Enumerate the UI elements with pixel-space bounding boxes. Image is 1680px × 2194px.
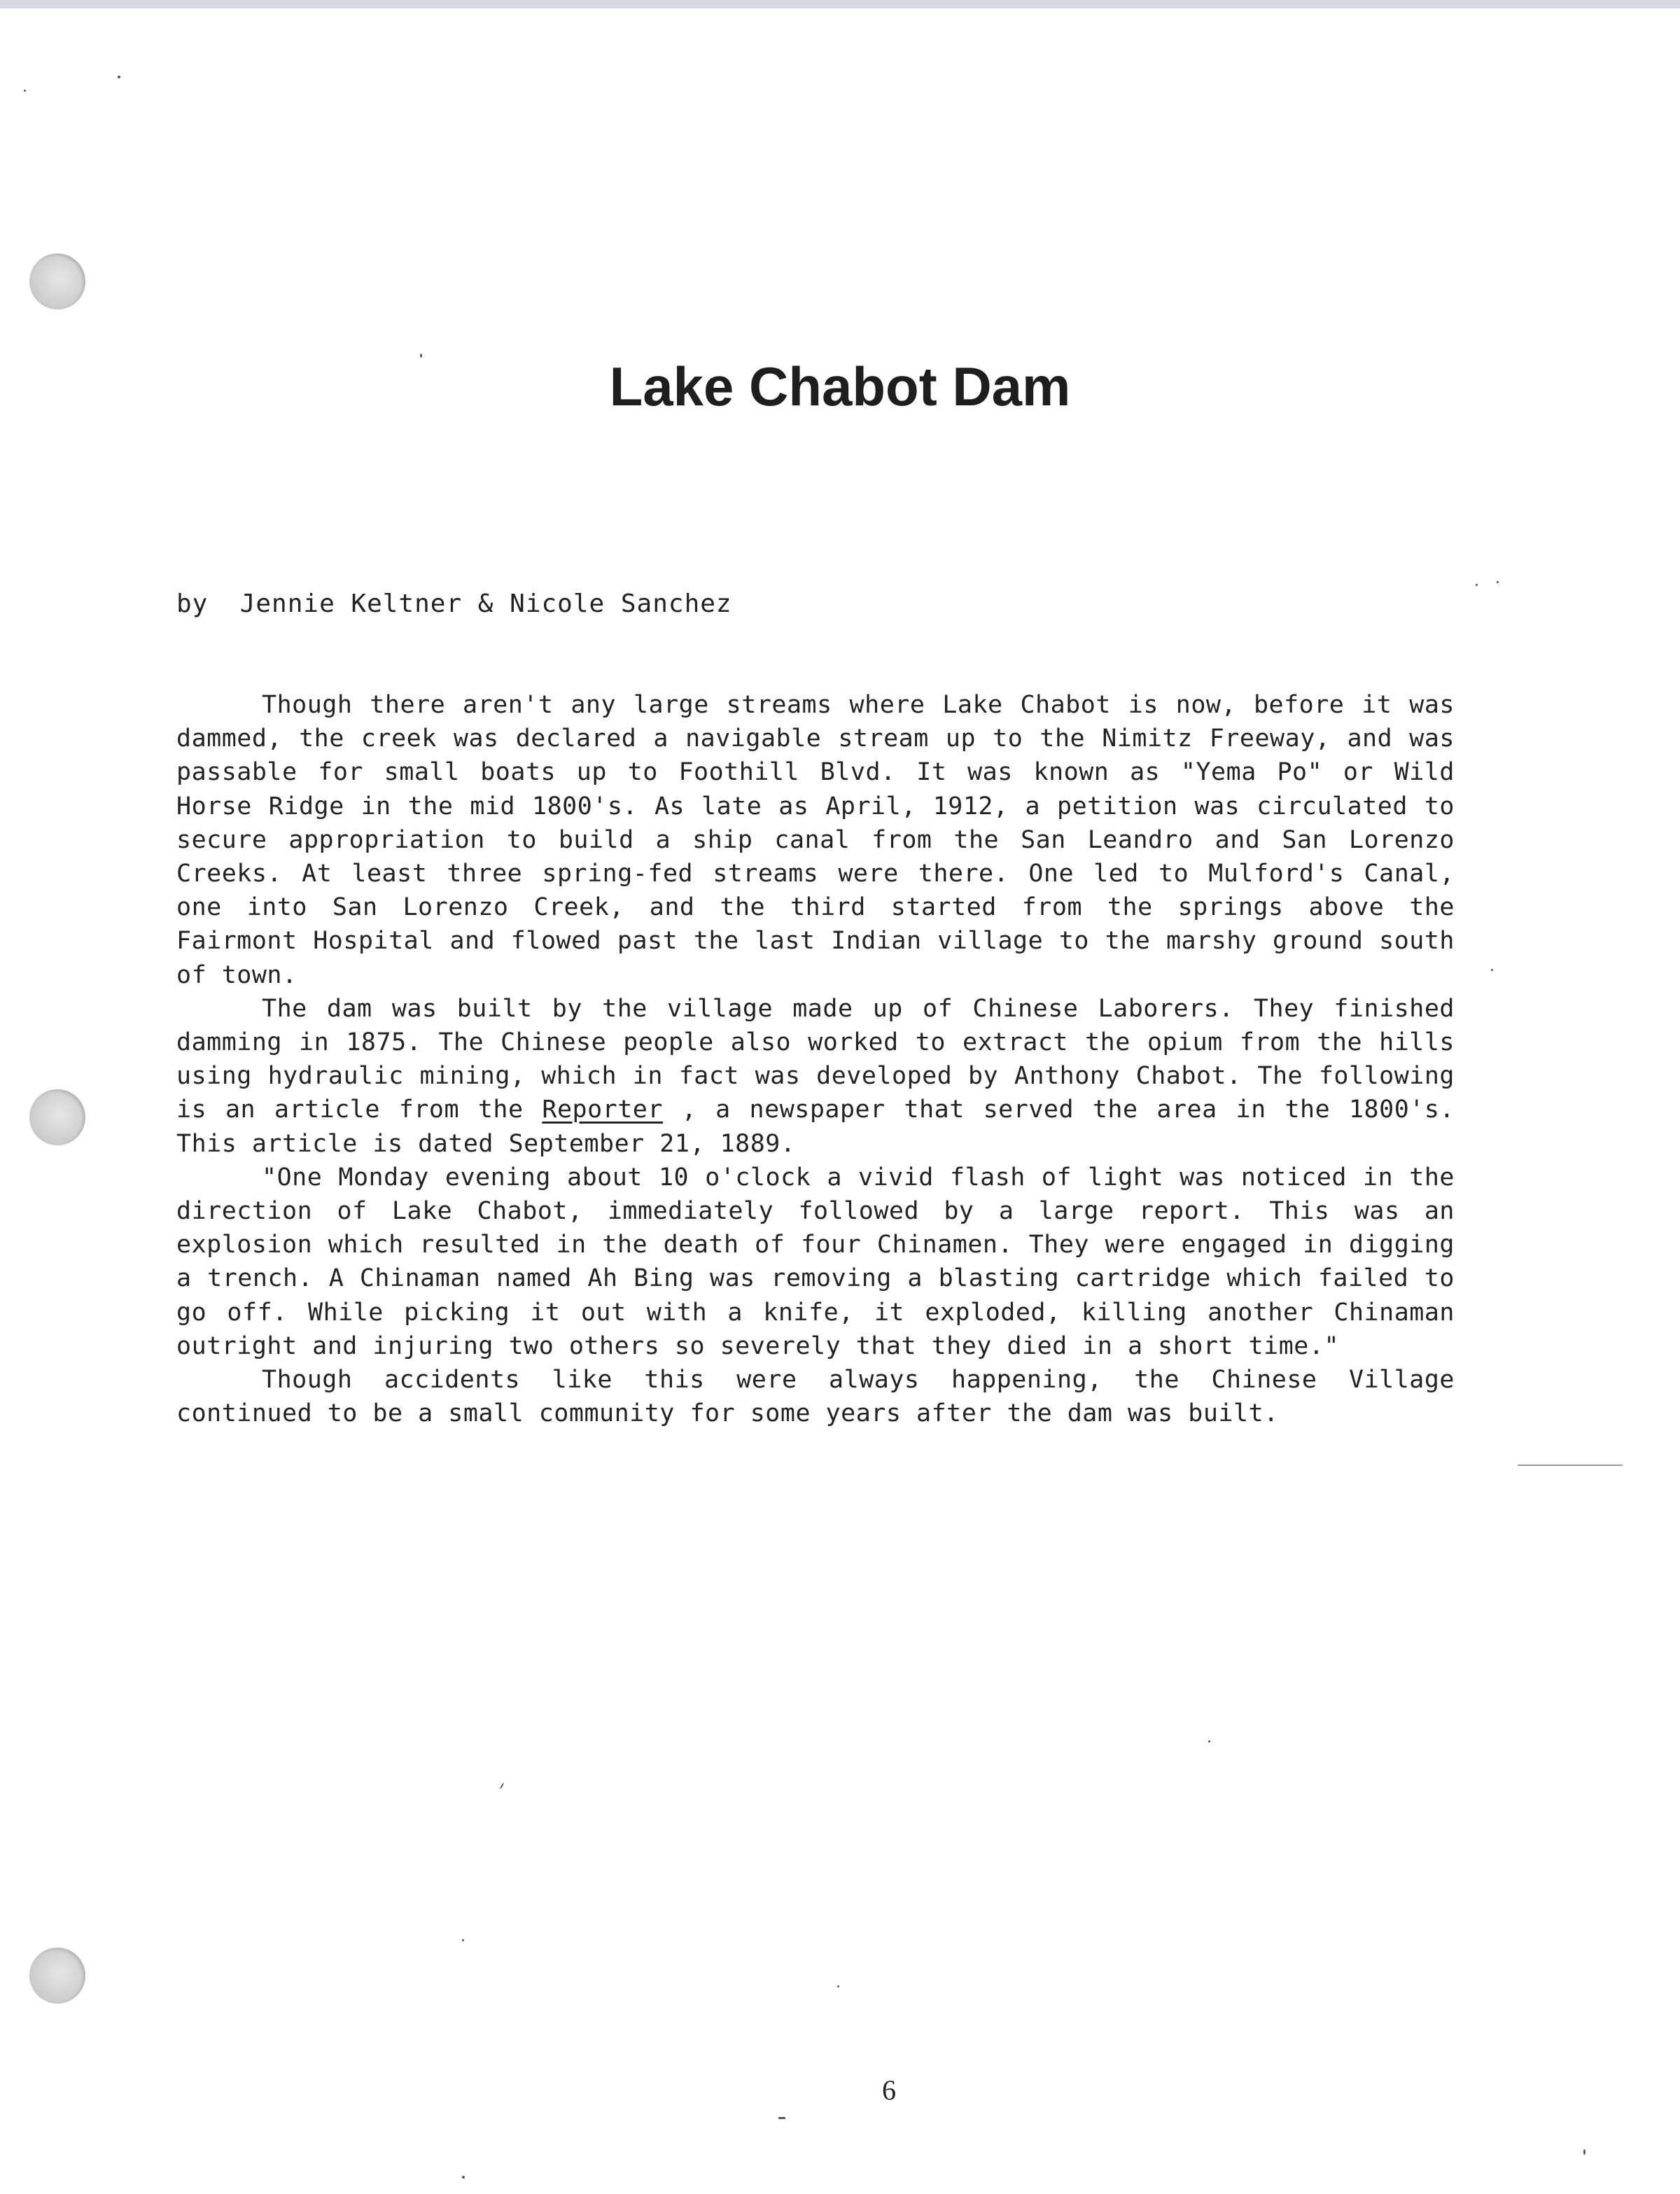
scan-speck bbox=[462, 1939, 464, 1941]
scan-speck bbox=[837, 1985, 839, 1987]
scan-speck bbox=[500, 1782, 505, 1789]
scan-speck bbox=[1497, 581, 1499, 583]
scan-artifact-line bbox=[1518, 1465, 1623, 1466]
document-title: Lake Chabot Dam bbox=[609, 356, 1071, 418]
paragraph-2 bbox=[176, 992, 1455, 1161]
scan-top-edge bbox=[0, 0, 1680, 8]
scan-speck bbox=[1583, 2149, 1586, 2155]
paragraph-2-text-before: The dam was built by the village made up of Chinese Laborers. They finished damming in 1875. The Chinese people also worked to extract the opium from the hills using hydraulic mining, which in fact was developed by Anthony Chabot. The following is an article from the bbox=[176, 994, 1455, 1124]
scan-speck bbox=[1208, 1740, 1210, 1742]
binder-hole-bottom bbox=[29, 1948, 85, 2004]
article-body bbox=[176, 688, 1455, 1430]
binder-hole-top bbox=[29, 253, 85, 309]
author-byline: by Jennie Keltner & Nicole Sanchez bbox=[176, 589, 732, 618]
binder-hole-middle bbox=[29, 1089, 85, 1145]
scan-speck bbox=[778, 2117, 785, 2119]
scan-speck bbox=[1476, 584, 1478, 586]
paragraph-3-quote: "One Monday evening about 10 o'clock a vivid flash of light was noticed in the direction of Lake Chabot, immediately followed by a large report. This was an explosion which resulted in the death of four Chinamen. They were engaged in digging a trench. A Chinaman named Ah Bing was removing a blasting cartridge which failed to go off. While picking it out with a knife, it exploded, killing another Chinaman outright and injuring two others so severely that they died in a short time." bbox=[176, 1163, 1455, 1360]
paragraph-1: Though there aren't any large streams where Lake Chabot is now, before it was dammed, the creek was declared a navigable stream up to the Nimitz Freeway, and was passable for small boats up to Foothill Blvd. It was known as "Yema Po" or Wild Horse Ridge in the mid 1800's. As late as April, 1912, a petition was circulated to secure appropriation to build a ship canal from the San Leandro and San Lorenzo Creeks. At least three spring-fed streams were there. One led to Mulford's Canal, one into San Lorenzo Creek, and the third started from the springs above the Fairmont Hospital and flowed past the last Indian village to the marshy ground south of town. bbox=[176, 691, 1455, 989]
reporter-underlined-title: Reporter bbox=[542, 1096, 663, 1124]
page-number: 6 bbox=[882, 2074, 896, 2106]
scan-speck bbox=[118, 76, 120, 78]
scan-speck bbox=[24, 90, 26, 92]
paragraph-2-text-after: , a newspaper that served the area in the 1800's. This article is dated September 21, 1889. bbox=[176, 1096, 1455, 1158]
scan-speck bbox=[462, 2176, 465, 2179]
scan-speck bbox=[1491, 969, 1493, 971]
paragraph-4: Though accidents like this were always happening, the Chinese Village continued to be a small community for some years after the dam was built. bbox=[176, 1366, 1455, 1428]
